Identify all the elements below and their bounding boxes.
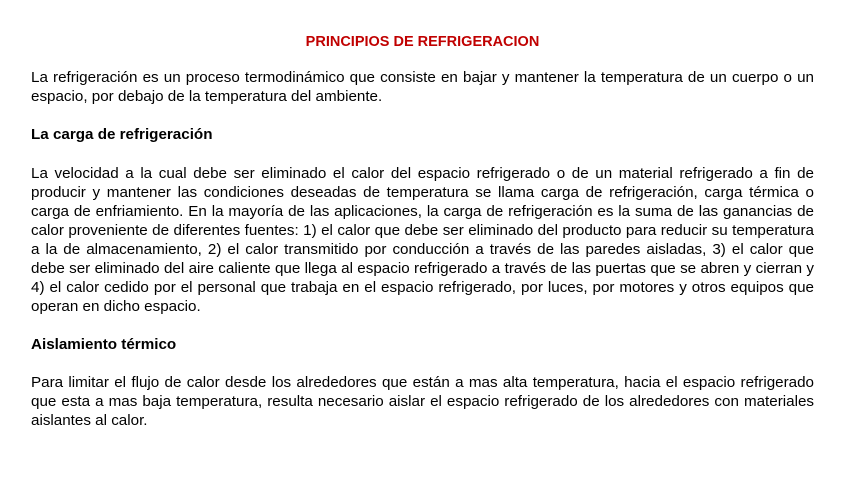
section-heading-thermal-insulation: Aislamiento térmico [31, 336, 177, 353]
section-body-refrigeration-load: La velocidad a la cual debe ser eliminado el calor del espacio refrigerado o de un material refrigerado a fin de producir y mantener las condiciones deseadas de temperatura se llama carga de refrigeración, carga térmica o carga de enfriamiento. En la mayoría de las aplicaciones, la carga de refrigeración es la suma de las ganancias de calor proveniente de diferentes fuentes: 1) el calor que debe ser eliminado del producto para reducir su temperatura a la de almacenamiento, 2) el calor transmitido por conducción a través de las paredes aisladas, 3) el calor que debe ser eliminado del aire caliente que llega al espacio refrigerado a través de las puertas que se abren y cierran y 4) el calor cedido por el personal que trabaja en el espacio refrigerado, por luces, por motores y otros equipos que operan en dicho espacio. [31, 165, 814, 315]
document-title: PRINCIPIOS DE REFRIGERACION [305, 34, 540, 50]
section-heading-refrigeration-load: La carga de refrigeración [31, 126, 213, 143]
intro-paragraph: La refrigeración es un proceso termodinámico que consiste en bajar y mantener la temperatura de un cuerpo o un espacio, por debajo de la temperatura del ambiente. [31, 69, 814, 105]
section-body-thermal-insulation: Para limitar el flujo de calor desde los alrededores que están a mas alta temperatura, hacia el espacio refrigerado que esta a mas baja temperatura, resulta necesario aislar el espacio refrigerado de los alrededores con materiales aislantes al calor. [31, 374, 814, 429]
